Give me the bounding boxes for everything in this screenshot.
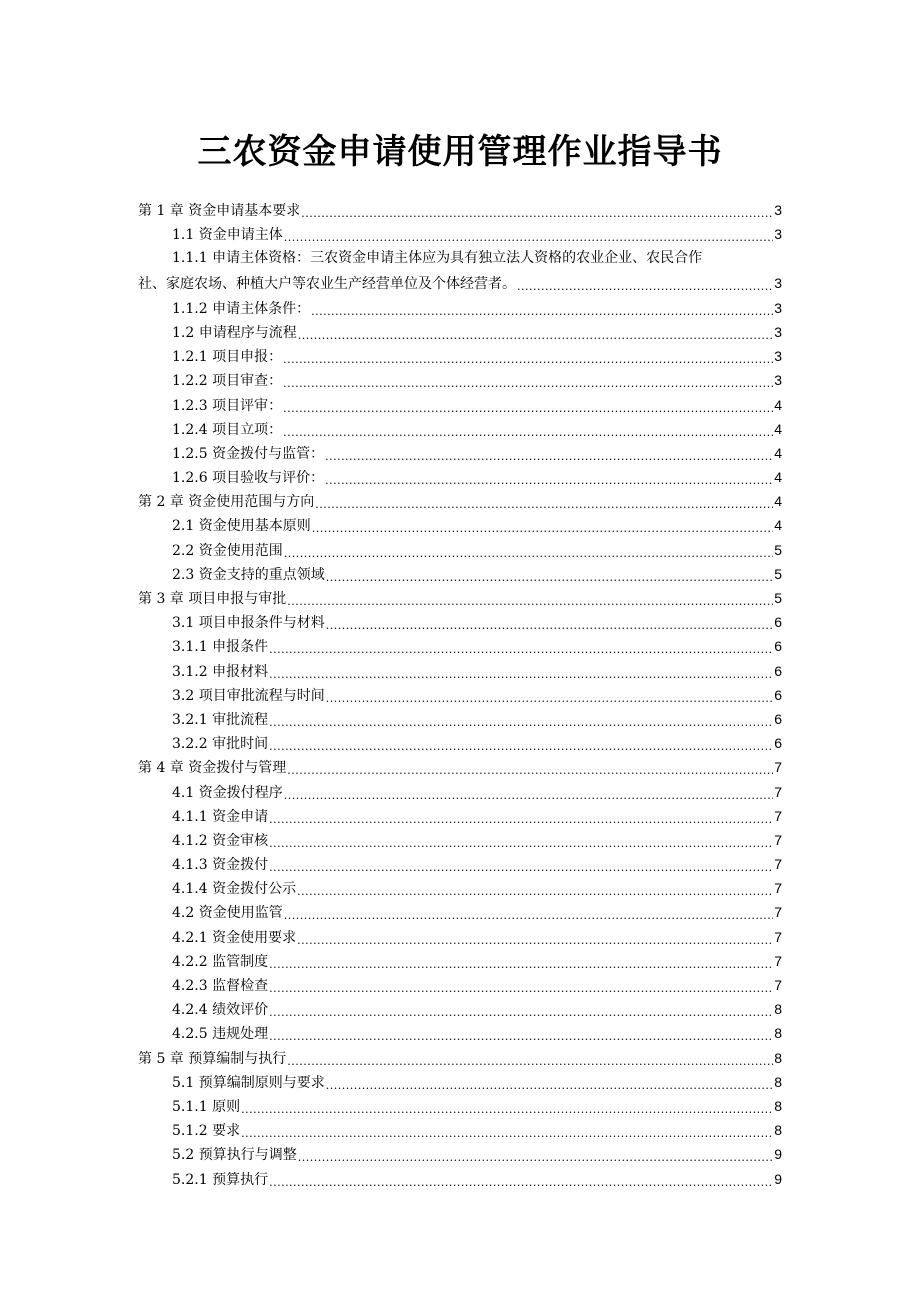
toc-leader-dots [312, 523, 773, 537]
toc-page-number: 3 [774, 323, 782, 340]
toc-page-number: 5 [774, 590, 782, 607]
toc-page-number: 7 [774, 759, 782, 776]
toc-leader-dots [287, 1056, 773, 1070]
toc-page-number: 3 [774, 226, 782, 243]
toc-entry[interactable] [138, 344, 782, 368]
toc-leader-dots [283, 354, 773, 368]
toc-page-number: 7 [774, 807, 782, 824]
toc-entry[interactable] [138, 1167, 782, 1191]
toc-entry-text: 2.2 资金使用范围 [172, 542, 283, 559]
toc-page-number: 7 [774, 977, 782, 994]
toc-entry-text: 1.2.2 项目审查： [172, 373, 283, 390]
toc-leader-dots [297, 935, 773, 949]
toc-leader-dots [326, 572, 773, 586]
toc-entry[interactable] [138, 1142, 782, 1166]
toc-page-number: 4 [774, 420, 782, 437]
toc-page-number: 8 [774, 1001, 782, 1018]
toc-entry-text: 4.2.4 绩效评价 [172, 1002, 269, 1019]
toc-page-number: 7 [774, 856, 782, 873]
toc-entry-text: 4.1.2 资金审核 [172, 832, 269, 849]
toc-entry-text: 第 1 章 资金申请基本要求 [138, 203, 301, 219]
toc-entry-text: 4.2.2 监管制度 [172, 953, 269, 970]
toc-entry-text: 4.1.4 资金拨付公示 [172, 881, 297, 898]
toc-leader-dots [269, 838, 773, 852]
toc-entry[interactable] [138, 1118, 782, 1142]
toc-entry[interactable] [138, 804, 782, 828]
toc-leader-dots [283, 427, 773, 441]
toc-page-number: 3 [774, 202, 782, 218]
toc-leader-dots [269, 644, 773, 658]
toc-entry-text: 2.1 资金使用基本原则 [172, 518, 311, 535]
toc-leader-dots [284, 548, 773, 562]
toc-page-number: 7 [774, 831, 782, 848]
toc-entry-text: 1.2.4 项目立项： [172, 421, 283, 438]
toc-leader-dots [269, 1177, 773, 1191]
toc-entry-text: 3.2.2 审批时间 [172, 736, 269, 753]
toc-entry[interactable] [138, 683, 782, 707]
toc-entry-text: 第 4 章 资金拨付与管理 [138, 760, 287, 777]
toc-entry-text: 4.2.5 违规处理 [172, 1026, 269, 1043]
toc-entry[interactable] [138, 1070, 782, 1094]
toc-entry-text: 1.2.6 项目验收与评价： [172, 470, 325, 487]
toc-page-number: 7 [774, 904, 782, 921]
toc-page-number: 7 [774, 783, 782, 800]
toc-entry[interactable] [138, 465, 782, 489]
toc-page-number: 8 [774, 1049, 782, 1066]
toc-entry[interactable] [138, 634, 782, 658]
toc-leader-dots [269, 669, 773, 683]
toc-entry-text: 1.2.1 项目申报： [172, 349, 283, 366]
toc-entry[interactable] [138, 925, 782, 949]
toc-entry-text: 3.1 项目申报条件与材料 [172, 615, 325, 632]
toc-entry-text: 1.2 申请程序与流程 [172, 324, 297, 341]
toc-entry-text: 3.2 项目审批流程与时间 [172, 687, 325, 704]
toc-entry-text: 第 5 章 预算编制与执行 [138, 1050, 287, 1067]
toc-leader-dots [326, 693, 773, 707]
toc-page-number: 6 [774, 614, 782, 631]
toc-entry-text: 4.2.3 监督检查 [172, 978, 269, 995]
toc-leader-dots [287, 765, 773, 779]
toc-entry[interactable] [138, 368, 782, 392]
toc-page-number: 8 [774, 1097, 782, 1114]
toc-page-number: 8 [774, 1025, 782, 1042]
toc-entry-text: 3.2.1 审批流程 [172, 711, 269, 728]
toc-leader-dots [326, 620, 773, 634]
toc-page-number: 3 [774, 348, 782, 365]
toc-leader-dots [287, 596, 773, 610]
toc-entry[interactable] [138, 828, 782, 852]
toc-page-number: 6 [774, 638, 782, 655]
toc-page-number: 7 [774, 880, 782, 897]
toc-page-number: 6 [774, 686, 782, 703]
toc-page-number: 5 [774, 565, 782, 582]
toc-entry[interactable] [138, 198, 782, 222]
toc-entry-line2 [138, 271, 782, 296]
toc-entry-text: 5.2.1 预算执行 [172, 1171, 269, 1188]
toc-page-number: 4 [774, 444, 782, 461]
toc-entry[interactable] [138, 659, 782, 683]
toc-leader-dots [241, 1128, 773, 1142]
toc-entry[interactable] [138, 441, 782, 465]
toc-page-number: 8 [774, 1073, 782, 1090]
toc-leader-dots [325, 451, 773, 465]
toc-leader-dots [269, 1007, 773, 1021]
toc-entry[interactable] [138, 417, 782, 441]
toc-entry-text: 4.1.3 资金拨付 [172, 857, 269, 874]
toc-leader-dots [297, 886, 773, 900]
toc-entry-text: 5.2 预算执行与调整 [172, 1147, 297, 1164]
toc-entry-text: 第 3 章 项目申报与审批 [138, 591, 287, 608]
toc-entry[interactable] [138, 246, 782, 295]
toc-leader-dots [326, 1080, 773, 1094]
toc-page-number: 6 [774, 735, 782, 752]
toc-leader-dots [269, 983, 773, 997]
toc-leader-dots [269, 862, 773, 876]
toc-entry[interactable] [138, 320, 782, 344]
toc-entry[interactable] [138, 586, 782, 610]
toc-leader-dots [269, 959, 773, 973]
toc-page-number: 3 [774, 299, 782, 316]
toc-page-number: 3 [774, 372, 782, 389]
document-title: 三农资金申请使用管理作业指导书 [197, 132, 723, 172]
toc-leader-dots [311, 306, 773, 320]
toc-leader-dots [325, 475, 773, 489]
toc-leader-dots [298, 1152, 773, 1166]
toc-leader-dots [241, 1104, 773, 1118]
toc-entry[interactable] [138, 997, 782, 1021]
toc-page-number: 4 [774, 469, 782, 486]
toc-entry-text: 4.1 资金拨付程序 [172, 784, 283, 801]
toc-leader-dots [283, 378, 773, 392]
toc-entry[interactable] [138, 1094, 782, 1118]
toc-entry[interactable] [138, 973, 782, 997]
toc-entry-text: 3.1.1 申报条件 [172, 639, 269, 656]
toc-leader-dots [301, 208, 773, 222]
toc-entry-text: 1.2.5 资金拨付与监管： [172, 445, 325, 462]
toc-entry-text: 1.1.2 申请主体条件： [172, 300, 311, 317]
toc-entry[interactable] [138, 222, 782, 246]
toc-entry[interactable] [138, 755, 782, 779]
toc-leader-dots [283, 403, 773, 417]
toc-page-number: 9 [774, 1146, 782, 1163]
toc-page-number: 8 [774, 1122, 782, 1139]
toc-entry[interactable] [138, 393, 782, 417]
toc-entry-text: 第 2 章 资金使用范围与方向 [138, 494, 315, 511]
toc-entry-text: 3.1.2 申报材料 [172, 663, 269, 680]
toc-entry-text: 1.1 资金申请主体 [172, 227, 283, 244]
toc-page-number: 9 [774, 1170, 782, 1187]
toc-entry[interactable] [138, 1021, 782, 1045]
toc-entry-text: 5.1.1 原则 [172, 1098, 241, 1115]
toc-leader-dots [284, 790, 773, 804]
toc-page-number: 4 [774, 517, 782, 534]
toc-entry-text: 5.1.2 要求 [172, 1123, 241, 1140]
toc-entry[interactable] [138, 296, 782, 320]
toc-entry-text-line2: 社、家庭农场、种植大户等农业生产经营单位及个体经营者。 [138, 275, 516, 292]
toc-leader-dots [269, 1031, 773, 1045]
toc-page-number: 7 [774, 952, 782, 969]
table-of-contents [138, 198, 782, 1191]
toc-entry[interactable] [138, 707, 782, 731]
toc-entry-text: 2.3 资金支持的重点领域 [172, 566, 325, 583]
toc-entry[interactable] [138, 1046, 782, 1070]
toc-leader-dots [284, 910, 773, 924]
toc-entry[interactable] [138, 538, 782, 562]
toc-entry-text: 4.2.1 资金使用要求 [172, 929, 297, 946]
toc-entry-text: 5.1 预算编制原则与要求 [172, 1074, 325, 1091]
toc-entry[interactable] [138, 949, 782, 973]
toc-page-number: 7 [774, 928, 782, 945]
toc-entry-text-line1: 1.1.1 申请主体资格：三农资金申请主体应为具有独立法人资格的农业企业、农民合作 [172, 250, 703, 267]
toc-entry[interactable] [138, 876, 782, 900]
toc-leader-dots [269, 741, 773, 755]
toc-page-number: 6 [774, 710, 782, 727]
toc-leader-dots [269, 814, 773, 828]
toc-page-number: 4 [774, 493, 782, 510]
toc-leader-dots [269, 717, 773, 731]
toc-entry[interactable] [138, 562, 782, 586]
toc-entry-text: 4.2 资金使用监管 [172, 905, 283, 922]
toc-page-number: 5 [774, 541, 782, 558]
toc-entry[interactable] [138, 900, 782, 924]
toc-entry[interactable] [138, 852, 782, 876]
toc-entry[interactable] [138, 780, 782, 804]
toc-page-number: 4 [774, 396, 782, 413]
toc-entry-text: 1.2.3 项目评审： [172, 397, 283, 414]
toc-entry[interactable] [138, 489, 782, 513]
toc-entry-text: 4.1.1 资金申请 [172, 808, 269, 825]
toc-entry[interactable] [138, 731, 782, 755]
toc-entry[interactable] [138, 513, 782, 537]
toc-entry[interactable] [138, 610, 782, 634]
toc-page-number: 3 [774, 274, 782, 291]
toc-leader-dots [298, 330, 773, 344]
toc-leader-dots [315, 499, 773, 513]
toc-leader-dots [284, 232, 773, 246]
toc-leader-dots [517, 281, 773, 295]
toc-page-number: 6 [774, 662, 782, 679]
